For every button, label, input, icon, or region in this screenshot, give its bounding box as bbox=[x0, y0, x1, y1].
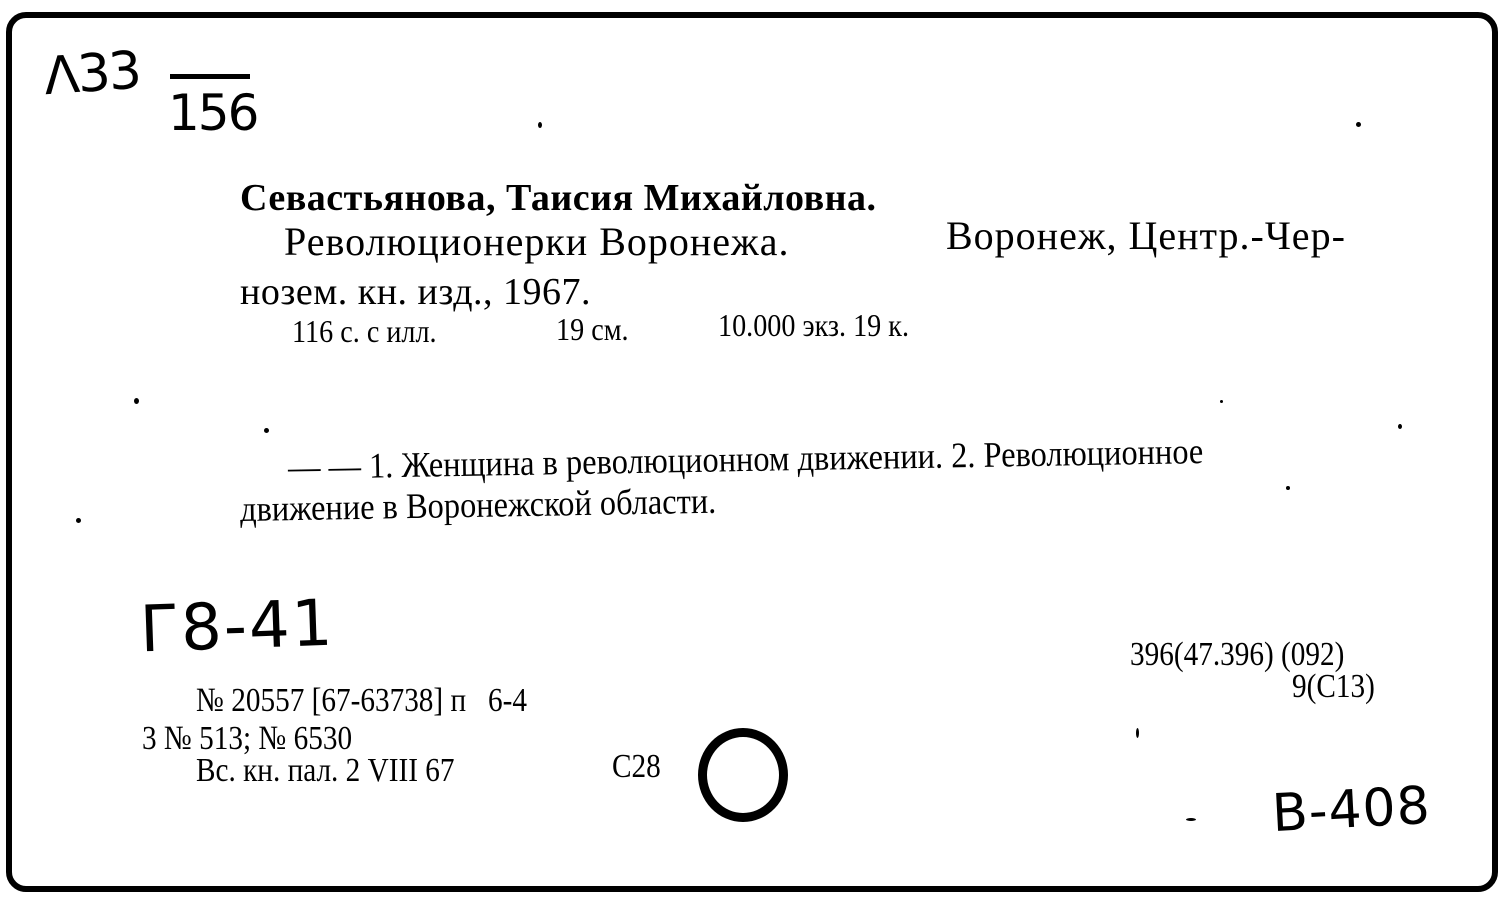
title-line-right: Воронеж, Центр.-Чер- bbox=[946, 213, 1346, 258]
scan-speck bbox=[76, 518, 81, 523]
fraction-bar bbox=[170, 74, 250, 79]
card-code: С28 bbox=[612, 748, 661, 785]
author-heading: Севастьянова, Таисия Михайловна. bbox=[240, 177, 877, 219]
book-chamber-date: Вс. кн. пал. 2 VIII 67 bbox=[196, 752, 455, 789]
title-line-left: Революционерки Воронежа. bbox=[284, 219, 790, 264]
scan-speck bbox=[134, 398, 139, 404]
scan-speck bbox=[1356, 122, 1361, 127]
subject-headings-line1: — — 1. Женщина в революционном движении. 2. Революционное bbox=[287, 431, 1204, 487]
scan-speck bbox=[1286, 486, 1290, 490]
publisher-line: нозем. кн. изд., 1967. bbox=[240, 271, 592, 313]
order-numbers: 3 № 513; № 6530 bbox=[142, 720, 353, 757]
handwritten-call-number-top: Λ33 bbox=[42, 40, 142, 108]
handwritten-inventory-number: B-408 bbox=[1270, 775, 1433, 845]
handwritten-shelf-code: Г8-41 bbox=[138, 586, 336, 668]
classification-index: 396(47.396) (092) bbox=[1130, 636, 1345, 673]
scan-speck bbox=[1186, 818, 1196, 821]
pages-info: 116 с. с илл. bbox=[292, 313, 437, 349]
scan-speck bbox=[1136, 728, 1139, 738]
handwritten-call-number-bottom: 156 bbox=[168, 84, 258, 142]
scan-speck bbox=[1220, 400, 1223, 403]
register-number: № 20557 [67-63738] п 6-4 bbox=[196, 682, 528, 719]
copies-price-info: 10.000 экз. 19 к. bbox=[718, 307, 910, 343]
scan-speck bbox=[538, 122, 542, 128]
classification-code: 9(С13) bbox=[1292, 668, 1375, 705]
subject-headings-line2: движение в Воронежской области. bbox=[239, 480, 717, 529]
size-info: 19 см. bbox=[556, 311, 629, 347]
circle-stamp bbox=[698, 728, 788, 822]
scan-speck bbox=[1398, 424, 1402, 429]
scan-speck bbox=[264, 428, 269, 433]
